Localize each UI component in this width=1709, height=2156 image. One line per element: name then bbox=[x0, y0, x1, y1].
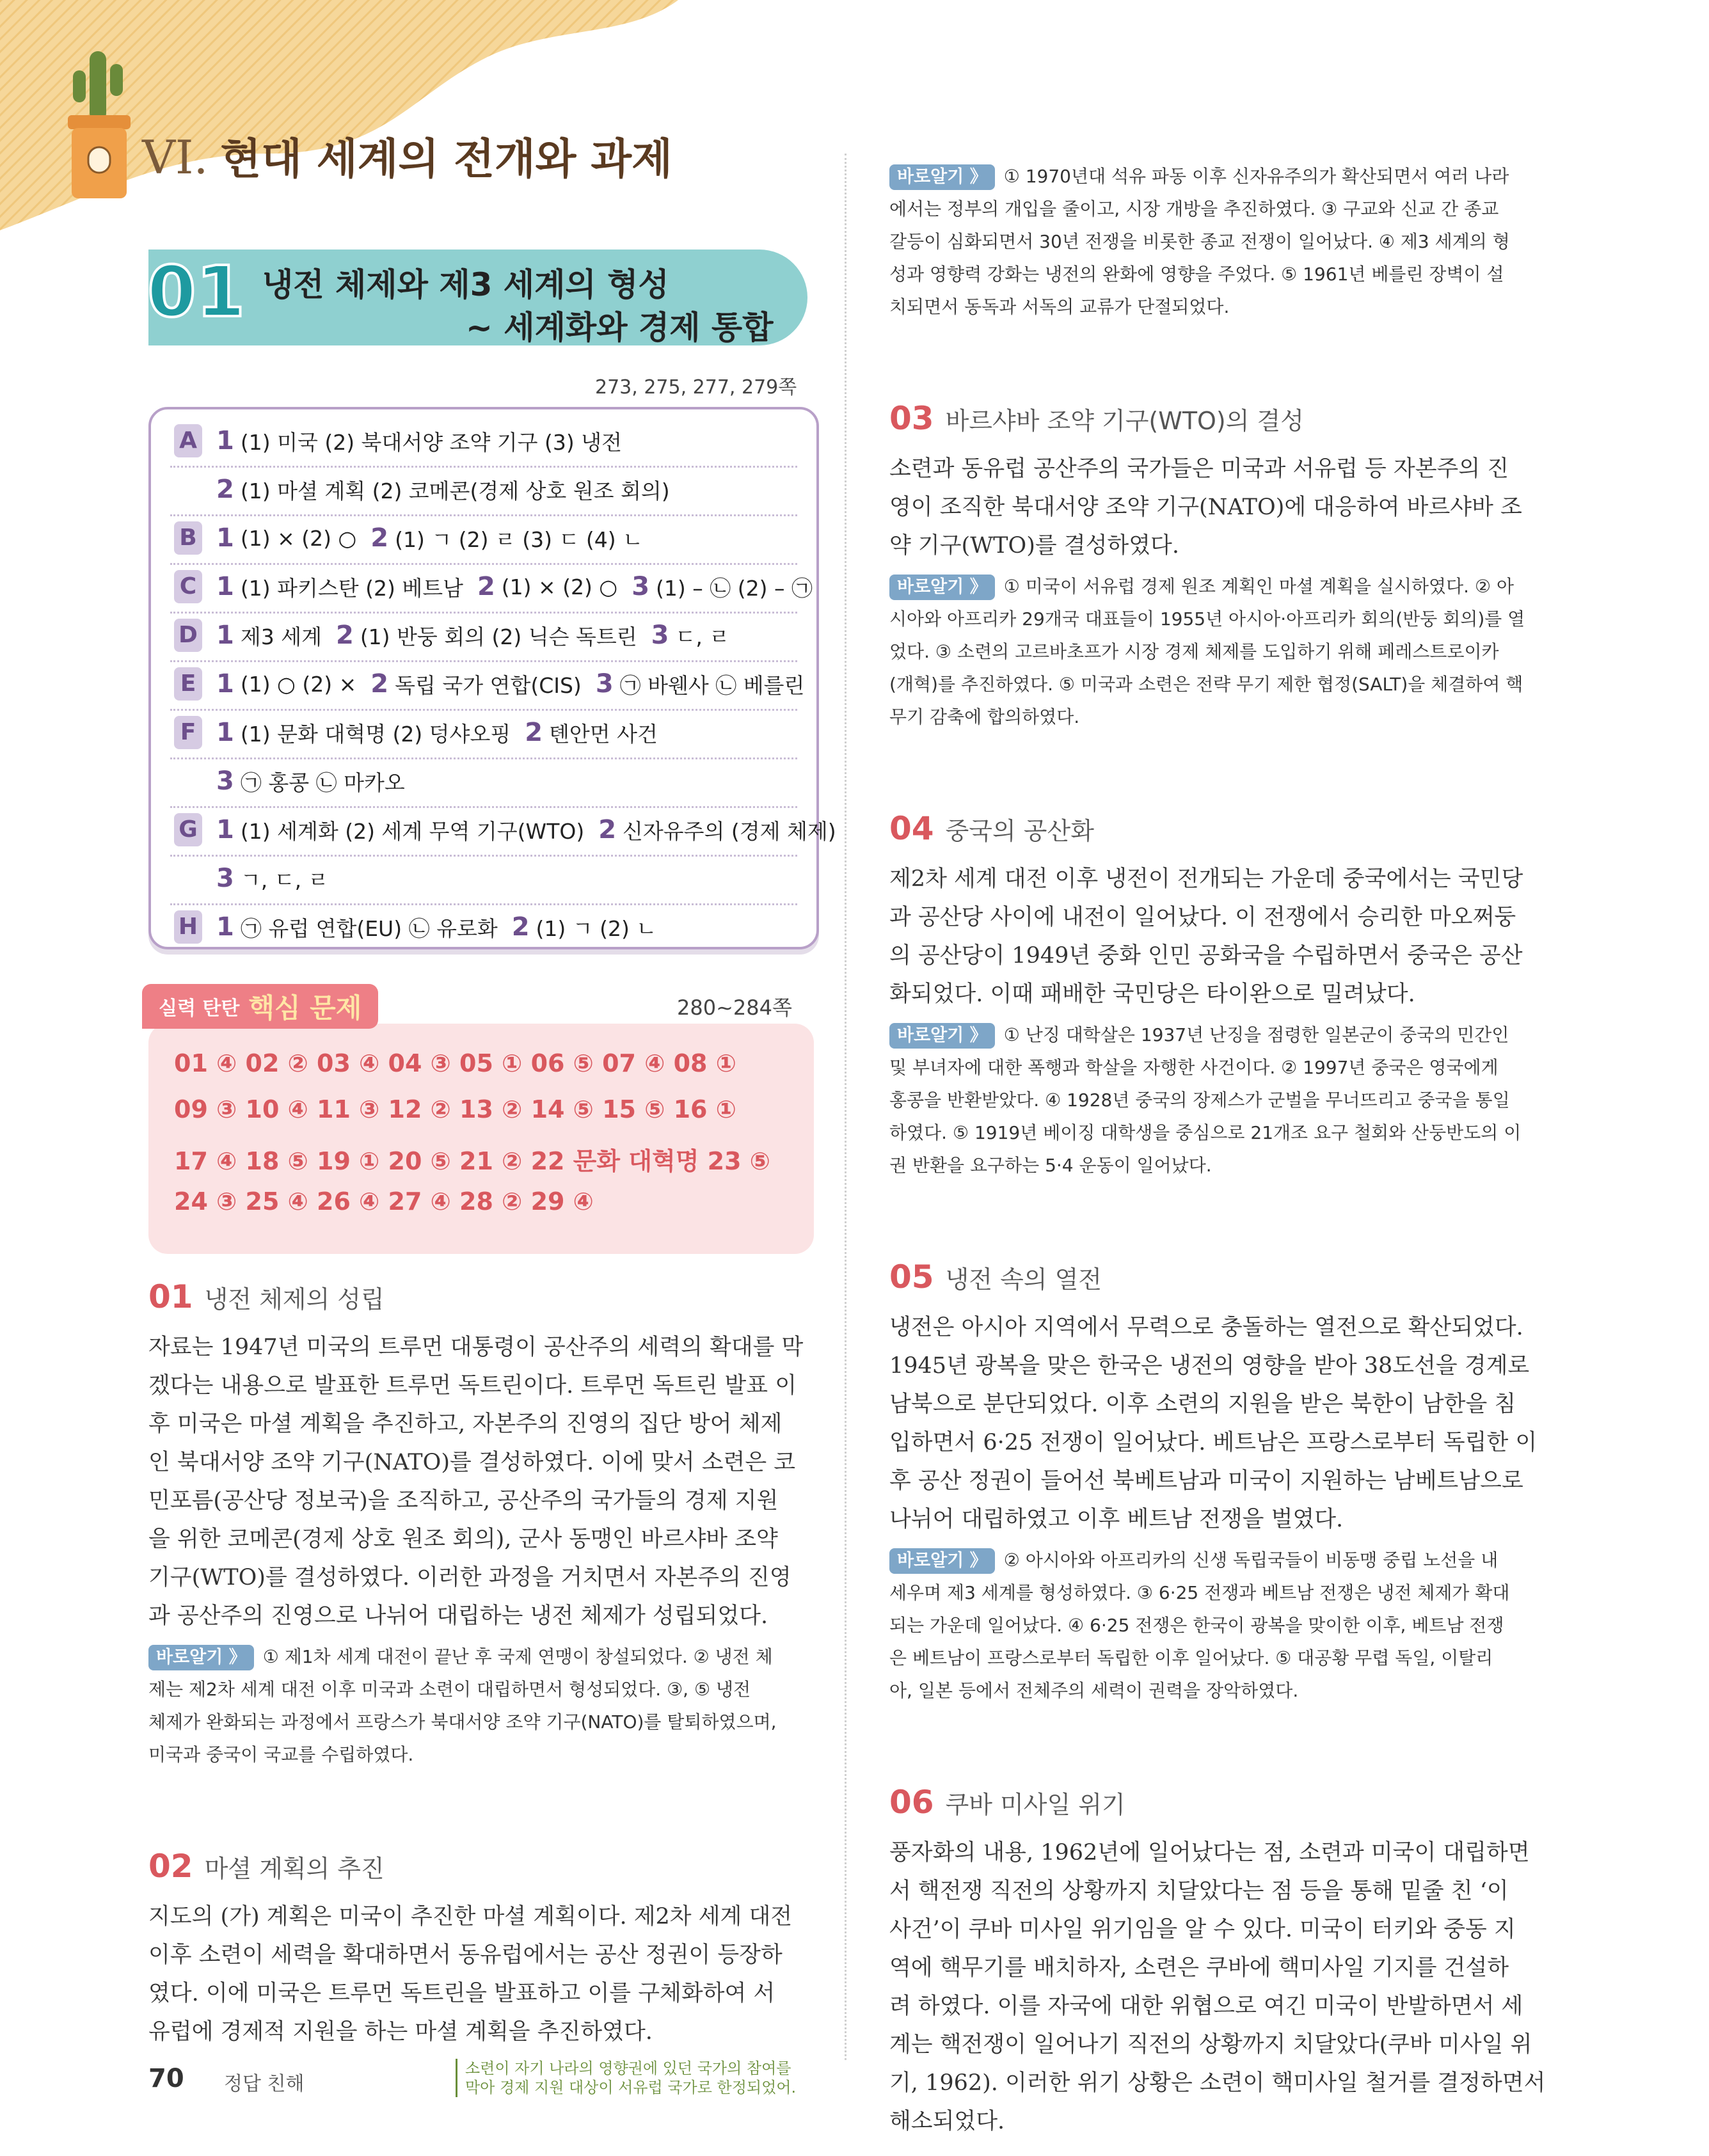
explanation-text: 되는 가운데 일어났다. ④ 6·25 전쟁은 한국이 광복을 맞이한 이후, 베트남 전쟁 bbox=[889, 1615, 1504, 1636]
explanation-text: 었다. ③ 소련의 고르바초프가 시장 경제 체제를 도입하기 위해 페레스트로이카 bbox=[889, 641, 1499, 662]
answer-item-number: 2 bbox=[525, 718, 543, 747]
explanation-text: 은 베트남이 프랑스로부터 독립한 이후 일어났다. ⑤ 대공황 무렵 독일, 이탈리 bbox=[889, 1647, 1493, 1669]
body-line: 기구(WTO)를 결성하였다. 이러한 과정을 거치면서 자본주의 진영 bbox=[148, 1565, 791, 1590]
body-line: 화되었다. 이때 패배한 국민당은 타이완으로 밀려났다. bbox=[889, 981, 1415, 1007]
answer-item-text: ㉠ 유럽 연합(EU) ㉡ 유로화 bbox=[240, 916, 498, 941]
explanation-text: 제는 제2차 세계 대전 이후 미국과 소련이 대립하면서 형성되었다. ③, ⑤ 냉전 bbox=[148, 1679, 751, 1700]
section-number: 01 bbox=[148, 1278, 193, 1315]
footnote-line: 막아 경제 지원 대상이 서유럽 국가로 한정되었어. bbox=[465, 2079, 797, 2097]
answer-explanation bbox=[889, 1019, 1555, 1182]
body-line: 후 공산 정권이 들어선 북베트남과 미국이 지원하는 남베트남으로 bbox=[889, 1468, 1523, 1494]
footer-label: 정답 친해 bbox=[224, 2073, 305, 2095]
explanation-text: 무기 감축에 합의하였다. bbox=[889, 706, 1080, 727]
section-header bbox=[889, 810, 1094, 847]
explanation-line bbox=[889, 603, 1555, 635]
body-line: 이후 소련이 세력을 확대하면서 동유럽에서는 공산 정권이 등장하 bbox=[148, 1942, 783, 1968]
lesson-title-line1: 냉전 체제와 제3 세계의 형성 bbox=[262, 266, 669, 303]
explanation-line bbox=[889, 1576, 1555, 1609]
answer-item-text: (1) 반둥 회의 (2) 닉슨 독트린 bbox=[360, 624, 637, 649]
footnote-line: 소련이 자기 나라의 영향권에 있던 국가의 참여를 bbox=[465, 2059, 791, 2077]
answer-item-text: 톈안먼 사건 bbox=[549, 721, 658, 747]
answer-letter: H bbox=[174, 910, 202, 944]
body-line: 해소되었다. bbox=[889, 2109, 1005, 2134]
answer-row bbox=[174, 713, 658, 752]
section-number: 06 bbox=[889, 1784, 934, 1821]
explanation-text: 시아와 아프리카 29개국 대표들이 1955년 아시아·아프리카 회의(반둥 회의)를 열 bbox=[889, 608, 1525, 630]
explanation-text: 미국과 중국이 국교를 수립하였다. bbox=[148, 1744, 414, 1765]
explanation-line bbox=[889, 1019, 1555, 1051]
answer-item-number: 3 bbox=[651, 621, 669, 650]
explanation-line bbox=[148, 1673, 807, 1706]
answer-separator bbox=[170, 660, 797, 662]
answer-item-text: (1) – ㉡ (2) – ㉠ bbox=[656, 575, 813, 601]
answer-item-text: ㄷ, ㄹ bbox=[675, 624, 730, 649]
core-answer-row: 24 ③ 25 ④ 26 ④ 27 ④ 28 ② 29 ④ bbox=[174, 1187, 594, 1216]
body-line: 인 북대서양 조약 기구(NATO)를 결성하였다. 이에 맞서 소련은 코 bbox=[148, 1450, 796, 1475]
answer-item-text: (1) 미국 (2) 북대서양 조약 기구 (3) 냉전 bbox=[240, 429, 623, 455]
answer-item-number: 1 bbox=[216, 572, 234, 601]
section-body bbox=[889, 860, 1555, 1013]
answer-letter: F bbox=[174, 716, 202, 749]
answer-row bbox=[174, 567, 813, 606]
explanation-line bbox=[889, 1084, 1555, 1116]
body-line: 약 기구(WTO)를 결성하였다. bbox=[889, 533, 1179, 559]
answer-box bbox=[148, 407, 836, 949]
section-body bbox=[889, 1308, 1555, 1539]
body-line: 과 공산주의 진영으로 나뉘어 대립하는 냉전 체제가 성립되었다. bbox=[148, 1603, 768, 1629]
answer-item-text: (1) × (2) ○ bbox=[501, 574, 618, 599]
answer-letter: E bbox=[174, 667, 202, 701]
answer-item-text: ㉠ 홍콩 ㉡ 마카오 bbox=[240, 770, 405, 795]
answer-item-number: 2 bbox=[370, 523, 389, 553]
body-line: 후 미국은 마셜 계획을 추진하고, 자본주의 진영의 집단 방어 체제 bbox=[148, 1411, 783, 1437]
body-line: 나뉘어 대립하였고 이후 베트남 전쟁을 벌였다. bbox=[889, 1507, 1344, 1532]
answer-item-text: (1) 문화 대혁명 (2) 덩샤오핑 bbox=[240, 721, 511, 747]
answer-item-text: (1) × (2) ○ bbox=[240, 525, 357, 551]
section-header bbox=[889, 400, 1304, 437]
core-answer-box bbox=[148, 1024, 814, 1254]
lesson-title-line2: ~ 세계화와 경제 통합 bbox=[466, 309, 774, 346]
body-line: 민포름(공산당 정보국)을 조직하고, 공산주의 국가들의 경제 지원 bbox=[148, 1488, 779, 1514]
body-line: 겠다는 내용으로 발표한 트루먼 독트린이다. 트루먼 독트린 발표 이 bbox=[148, 1373, 797, 1399]
answer-item-text: (1) ㄱ (2) ㄴ bbox=[536, 916, 657, 941]
explanation-text: ① 미국이 서유럽 경제 원조 계획인 마셜 계획을 실시하였다. ② 아 bbox=[1003, 576, 1514, 597]
page-number: 70 bbox=[148, 2064, 184, 2093]
section-body bbox=[889, 1834, 1555, 2141]
answer-item-number: 3 bbox=[632, 572, 650, 601]
explanation-line bbox=[889, 160, 1555, 193]
answer-row bbox=[174, 615, 729, 655]
answer-row bbox=[174, 664, 804, 704]
answer-item-text: ㄱ, ㄷ, ㄹ bbox=[240, 867, 329, 892]
answer-separator bbox=[170, 466, 797, 468]
answer-item-text: 제3 세계 bbox=[240, 624, 322, 649]
answer-item-text: 독립 국가 연합(CIS) bbox=[395, 672, 582, 698]
answer-letter: C bbox=[174, 570, 202, 603]
section-body bbox=[148, 1898, 807, 2051]
body-line: 서 핵전쟁 직전의 상황까지 치달았다는 점 등을 통해 밑줄 친 ‘이 bbox=[889, 1878, 1509, 1904]
check-tag: 바로알기 》 bbox=[889, 164, 995, 190]
explanation-line bbox=[889, 225, 1555, 258]
check-tag: 바로알기 》 bbox=[889, 1023, 995, 1049]
answer-separator bbox=[170, 709, 797, 711]
answer-separator bbox=[170, 612, 797, 614]
body-line: 였다. 이에 미국은 트루먼 독트린을 발표하고 이를 구체화하여 서 bbox=[148, 1981, 775, 2006]
core-tag bbox=[142, 984, 378, 1029]
answer-item-text: (1) ㄱ (2) ㄹ (3) ㄷ (4) ㄴ bbox=[395, 527, 644, 552]
section-header bbox=[148, 1278, 385, 1315]
explanation-line bbox=[889, 1149, 1555, 1182]
section-body bbox=[889, 450, 1555, 565]
explanation-text: (개혁)를 추진하였다. ⑤ 미국과 소련은 전략 무기 제한 협정(SALT)을 체결하여 핵 bbox=[889, 674, 1523, 695]
answer-letter: B bbox=[174, 521, 202, 555]
body-line: 계는 핵전쟁이 일어나기 직전의 상황까지 치달았다(쿠바 미사일 위 bbox=[889, 2032, 1532, 2057]
check-tag: 바로알기 》 bbox=[148, 1645, 254, 1670]
explanation-text: 홍콩을 반환받았다. ④ 1928년 중국의 장제스가 군벌을 무너뜨리고 중국을 통일 bbox=[889, 1090, 1510, 1111]
answer-item-number: 1 bbox=[216, 426, 234, 456]
answer-item-number: 1 bbox=[216, 912, 234, 942]
section-title: 냉전 체제의 성립 bbox=[204, 1285, 385, 1313]
answer-item-text: (1) ○ (2) × bbox=[240, 671, 357, 697]
core-tag-big: 핵심 문제 bbox=[248, 992, 362, 1024]
body-line: 유럽에 경제적 지원을 하는 마셜 계획을 추진하였다. bbox=[148, 2019, 653, 2045]
answer-row bbox=[174, 810, 836, 850]
unit-title: 현대 세계의 전개와 과제 bbox=[220, 134, 672, 184]
body-line: 지도의 (가) 계획은 미국이 추진한 마셜 계획이다. 제2차 세계 대전 bbox=[148, 1904, 793, 1930]
answer-explanation bbox=[889, 570, 1555, 733]
body-line: 기, 1962). 이러한 위기 상황은 소련이 핵미사일 철거를 결정하면서 bbox=[889, 2070, 1546, 2096]
explanation-line bbox=[889, 701, 1555, 733]
answer-separator bbox=[170, 855, 797, 857]
explanation-line bbox=[889, 570, 1555, 603]
answer-letter: D bbox=[174, 619, 202, 652]
explanation-line bbox=[889, 668, 1555, 701]
answer-letter: G bbox=[174, 813, 202, 846]
answer-separator bbox=[170, 563, 797, 565]
explanation-line bbox=[148, 1738, 807, 1771]
explanation-line bbox=[148, 1706, 807, 1738]
column-divider bbox=[845, 154, 847, 2060]
section-number: 04 bbox=[889, 810, 934, 847]
body-line: 역에 핵무기를 배치하자, 소련은 쿠바에 핵미사일 기지를 건설하 bbox=[889, 1955, 1509, 1981]
answer-item-text: (1) 파키스탄 (2) 베트남 bbox=[240, 575, 463, 601]
explanation-line bbox=[889, 635, 1555, 668]
section-title: 냉전 속의 열전 bbox=[945, 1265, 1102, 1294]
answer-letter: A bbox=[174, 424, 202, 457]
answer-item-number: 2 bbox=[511, 912, 530, 942]
body-line: 영이 조직한 북대서양 조약 기구(NATO)에 대응하여 바르샤바 조 bbox=[889, 495, 1522, 520]
answer-explanation bbox=[148, 1640, 807, 1771]
answer-item-text: ㉠ 바웬사 ㉡ 베를린 bbox=[619, 672, 805, 698]
explanation-text: 성과 영향력 강화는 냉전의 완화에 영향을 주었다. ⑤ 1961년 베를린 장벽이 설 bbox=[889, 264, 1504, 285]
answer-item-text: 신자유주의 (경제 체제) bbox=[623, 818, 836, 844]
explanation-text: 아, 일본 등에서 전체주의 세력이 권력을 장악하였다. bbox=[889, 1680, 1299, 1701]
core-answer-row: 09 ③ 10 ④ 11 ③ 12 ② 13 ② 14 ⑤ 15 ⑤ 16 ① bbox=[174, 1095, 736, 1123]
answer-item-number: 2 bbox=[477, 572, 495, 601]
answer-item-number: 2 bbox=[598, 815, 617, 844]
body-line: 제2차 세계 대전 이후 냉전이 전개되는 가운데 중국에서는 국민당 bbox=[889, 866, 1523, 892]
answer-item-number: 3 bbox=[216, 864, 234, 893]
lesson-number: 01 bbox=[147, 251, 246, 333]
answer-explanation bbox=[889, 1544, 1555, 1707]
explanation-text: 및 부녀자에 대한 폭행과 학살을 자행한 사건이다. ② 1997년 중국은 영국에게 bbox=[889, 1057, 1498, 1078]
body-line: 소련과 동유럽 공산주의 국가들은 미국과 서유럽 등 자본주의 진 bbox=[889, 456, 1509, 482]
body-line: 과 공산당 사이에 내전이 일어났다. 이 전쟁에서 승리한 마오쩌둥 bbox=[889, 905, 1516, 930]
answer-separator bbox=[170, 757, 797, 759]
answer-separator bbox=[170, 514, 797, 516]
core-pages: 280~284쪽 bbox=[677, 995, 792, 1020]
explanation-line bbox=[889, 1642, 1555, 1674]
body-line: 1945년 광복을 맞은 한국은 냉전의 영향을 받아 38도선을 경계로 bbox=[889, 1353, 1530, 1379]
answer-row bbox=[174, 859, 328, 898]
explanation-text: 갈등이 심화되면서 30년 전쟁을 비롯한 종교 전쟁이 일어났다. ④ 제3 세계의 형 bbox=[889, 231, 1510, 252]
answer-explanation bbox=[889, 160, 1555, 323]
core-answer-row: 01 ④ 02 ② 03 ④ 04 ③ 05 ① 06 ⑤ 07 ④ 08 ① bbox=[174, 1049, 736, 1077]
answer-row bbox=[174, 761, 405, 801]
answer-pages: 273, 275, 277, 279쪽 bbox=[595, 376, 797, 399]
section-title: 쿠바 미사일 위기 bbox=[945, 1791, 1125, 1819]
explanation-text: 체제가 완화되는 과정에서 프랑스가 북대서양 조약 기구(NATO)를 탈퇴하였으며, bbox=[148, 1711, 777, 1732]
answer-row bbox=[174, 518, 643, 558]
answer-item-number: 2 bbox=[370, 669, 389, 699]
explanation-text: ① 1970년대 석유 파동 이후 신자유주의가 확산되면서 여러 나라 bbox=[1003, 166, 1509, 187]
section-header bbox=[889, 1258, 1102, 1296]
section-title: 중국의 공산화 bbox=[945, 817, 1094, 845]
answer-row bbox=[174, 421, 622, 461]
answer-row bbox=[174, 907, 656, 947]
body-line: 사건’이 쿠바 미사일 위기임을 알 수 있다. 미국이 터키와 중동 지 bbox=[889, 1917, 1516, 1942]
explanation-line bbox=[889, 1544, 1555, 1576]
answer-item-number: 2 bbox=[335, 621, 354, 650]
explanation-line bbox=[889, 258, 1555, 290]
answer-item-number: 1 bbox=[216, 815, 234, 844]
core-tag-small: 실력 탄탄 bbox=[159, 997, 240, 1020]
answer-item-number: 1 bbox=[216, 718, 234, 747]
cactus-pot-icon bbox=[64, 45, 134, 205]
body-line: 려 하였다. 이를 자국에 대한 위협으로 여긴 미국이 반발하면서 세 bbox=[889, 1994, 1523, 2019]
check-tag: 바로알기 》 bbox=[889, 1548, 995, 1574]
explanation-line bbox=[889, 1051, 1555, 1084]
section-body bbox=[148, 1328, 807, 1635]
body-line: 남북으로 분단되었다. 이후 소련의 지원을 받은 북한이 남한을 침 bbox=[889, 1391, 1516, 1417]
section-header bbox=[889, 1784, 1125, 1821]
body-line: 을 위한 코메콘(경제 상호 원조 회의), 군사 동맹인 바르샤바 조약 bbox=[148, 1526, 778, 1552]
answer-separator bbox=[170, 903, 797, 905]
explanation-text: ② 아시아와 아프리카의 신생 독립국들이 비동맹 중립 노선을 내 bbox=[1003, 1550, 1498, 1571]
explanation-text: 권 반환을 요구하는 5·4 운동이 일어났다. bbox=[889, 1155, 1212, 1176]
body-line: 입하면서 6·25 전쟁이 일어났다. 베트남은 프랑스로부터 독립한 이 bbox=[889, 1430, 1538, 1455]
explanation-line bbox=[889, 1116, 1555, 1149]
explanation-text: 에서는 정부의 개입을 줄이고, 시장 개방을 추진하였다. ③ 구교와 신교 간 종교 bbox=[889, 198, 1499, 219]
explanation-text: 세우며 제3 세계를 형성하였다. ③ 6·25 전쟁과 베트남 전쟁은 냉전 체제가 확대 bbox=[889, 1582, 1510, 1603]
body-line: 냉전은 아시아 지역에서 무력으로 충돌하는 열전으로 확산되었다. bbox=[889, 1315, 1523, 1340]
answer-item-number: 3 bbox=[595, 669, 614, 699]
explanation-text: ① 난징 대학살은 1937년 난징을 점령한 일본군이 중국의 민간인 bbox=[1003, 1024, 1509, 1045]
section-title: 바르샤바 조약 기구(WTO)의 결성 bbox=[945, 407, 1304, 435]
margin-footnote bbox=[456, 2059, 796, 2097]
core-answer-row: 17 ④ 18 ⑤ 19 ① 20 ⑤ 21 ② 22 문화 대혁명 23 ⑤ bbox=[174, 1147, 770, 1175]
explanation-line bbox=[889, 1609, 1555, 1642]
explanation-line bbox=[148, 1640, 807, 1673]
body-line: 의 공산당이 1949년 중화 인민 공화국을 수립하면서 중국은 공산 bbox=[889, 943, 1523, 969]
check-tag: 바로알기 》 bbox=[889, 575, 995, 600]
explanation-text: ① 제1차 세계 대전이 끝난 후 국제 연맹이 창설되었다. ② 냉전 체 bbox=[262, 1646, 773, 1667]
section-title: 마셜 계획의 추진 bbox=[204, 1855, 385, 1883]
explanation-line bbox=[889, 193, 1555, 225]
answer-item-text: (1) 마셜 계획 (2) 코메콘(경제 상호 원조 회의) bbox=[240, 478, 670, 503]
answer-item-number: 2 bbox=[216, 475, 234, 504]
explanation-text: 치되면서 동독과 서독의 교류가 단절되었다. bbox=[889, 296, 1230, 317]
section-number: 02 bbox=[148, 1848, 193, 1885]
answer-item-number: 1 bbox=[216, 621, 234, 650]
body-line: 자료는 1947년 미국의 트루먼 대통령이 공산주의 세력의 확대를 막 bbox=[148, 1335, 804, 1360]
explanation-line bbox=[889, 290, 1555, 323]
section-header bbox=[148, 1848, 385, 1885]
explanation-line bbox=[889, 1674, 1555, 1707]
unit-number: VI. bbox=[142, 131, 209, 184]
answer-item-number: 3 bbox=[216, 766, 234, 796]
answer-separator bbox=[170, 806, 797, 808]
explanation-text: 하였다. ⑤ 1919년 베이징 대학생을 중심으로 21개조 요구 철회와 산둥반도의 이 bbox=[889, 1122, 1522, 1143]
section-number: 05 bbox=[889, 1258, 934, 1296]
answer-item-number: 1 bbox=[216, 669, 234, 699]
answer-item-number: 1 bbox=[216, 523, 234, 553]
section-number: 03 bbox=[889, 400, 934, 437]
answer-row bbox=[174, 470, 670, 509]
body-line: 풍자화의 내용, 1962년에 일어났다는 점, 소련과 미국이 대립하면 bbox=[889, 1840, 1530, 1866]
answer-item-text: (1) 세계화 (2) 세계 무역 기구(WTO) bbox=[240, 818, 585, 844]
